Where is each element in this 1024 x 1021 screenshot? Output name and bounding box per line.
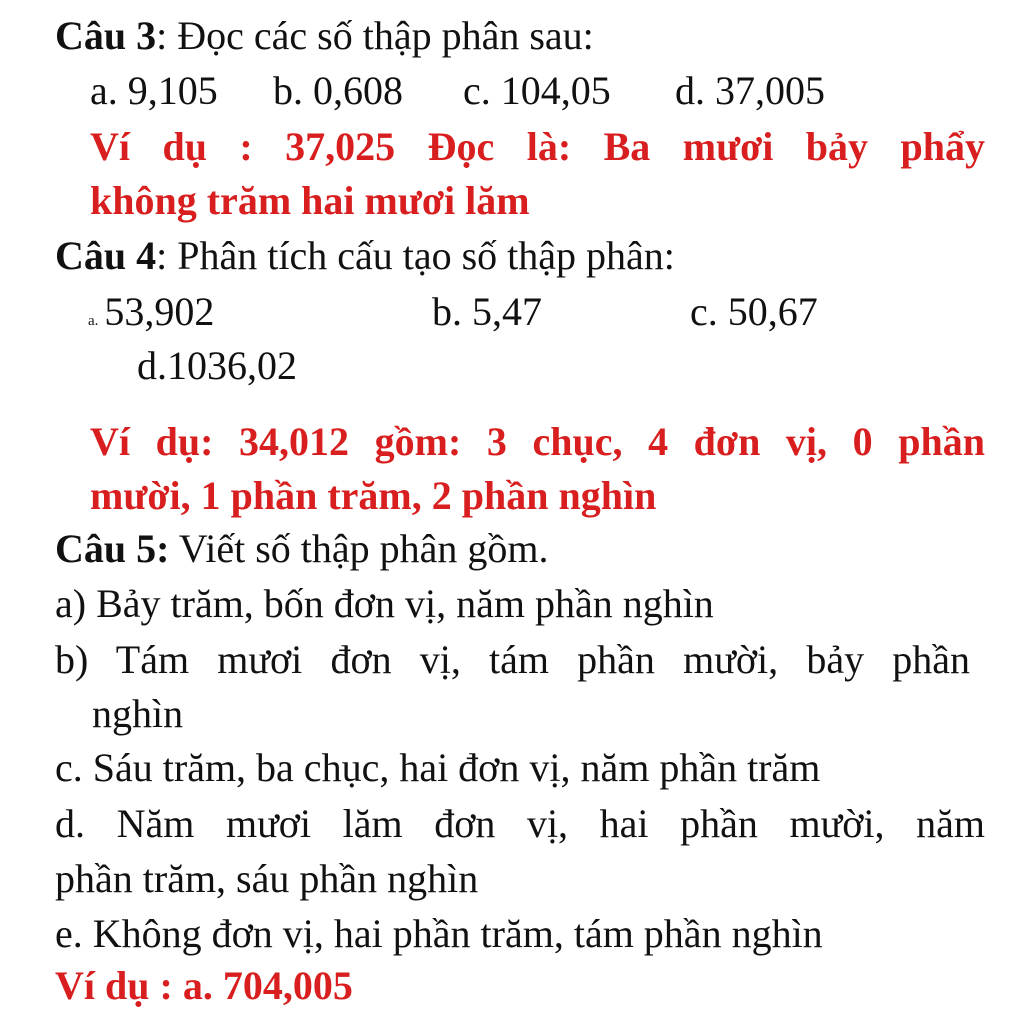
cau5-item-d-line2: phần trăm, sáu phần nghìn [55,856,479,901]
cau4-example-line1: Ví dụ: 34,012 gồm: 3 chục, 4 đơn vị, 0 phần [90,419,985,464]
cau4-item-d: d.1036,02 [137,343,297,388]
cau5-item-b-line1: b) Tám mươi đơn vị, tám phần mười, bảy phần [55,637,970,682]
cau3-item-a: a. 9,105 [90,68,218,113]
cau5-item-d-line1: d. Năm mươi lăm đơn vị, hai phần mười, năm [55,801,985,846]
cau3-heading [55,12,594,60]
cau5-example: Ví dụ : a. 704,005 [55,963,353,1008]
cau5-item-a: a) Bảy trăm, bốn đơn vị, năm phần nghìn [55,581,714,626]
cau3-example-line1: Ví dụ : 37,025 Đọc là: Ba mươi bảy phẩy [90,124,985,169]
cau4-item-a [88,288,214,345]
cau4-heading [55,232,675,280]
cau4-prompt: : Phân tích cấu tạo số thập phân: [156,233,675,278]
cau4-item-a-marker: a. [88,313,99,329]
cau5-label: Câu 5: [55,526,170,571]
cau3-label: Câu 3 [55,13,157,58]
cau5-item-e: e. Không đơn vị, hai phần trăm, tám phần nghìn [55,911,823,956]
cau5-heading [55,525,549,573]
cau3-example-line2: không trăm hai mươi lăm [90,178,530,223]
cau3-item-b: b. 0,608 [273,68,403,113]
cau5-prompt: Viết số thập phân gồm. [169,526,549,571]
cau4-item-b: b. 5,47 [432,289,542,334]
cau4-label: Câu 4 [55,233,157,278]
cau5-item-c: c. Sáu trăm, ba chục, hai đơn vị, năm phần trăm [55,745,821,790]
cau3-prompt: : Đọc các số thập phân sau: [156,13,594,58]
cau4-item-a-value: 53,902 [104,289,215,334]
cau4-example-line2: mười, 1 phần trăm, 2 phần nghìn [90,473,657,518]
cau4-item-c: c. 50,67 [690,289,818,334]
cau3-item-c: c. 104,05 [463,68,611,113]
cau3-item-d: d. 37,005 [675,68,825,113]
cau5-item-b-line2: nghìn [92,691,184,736]
